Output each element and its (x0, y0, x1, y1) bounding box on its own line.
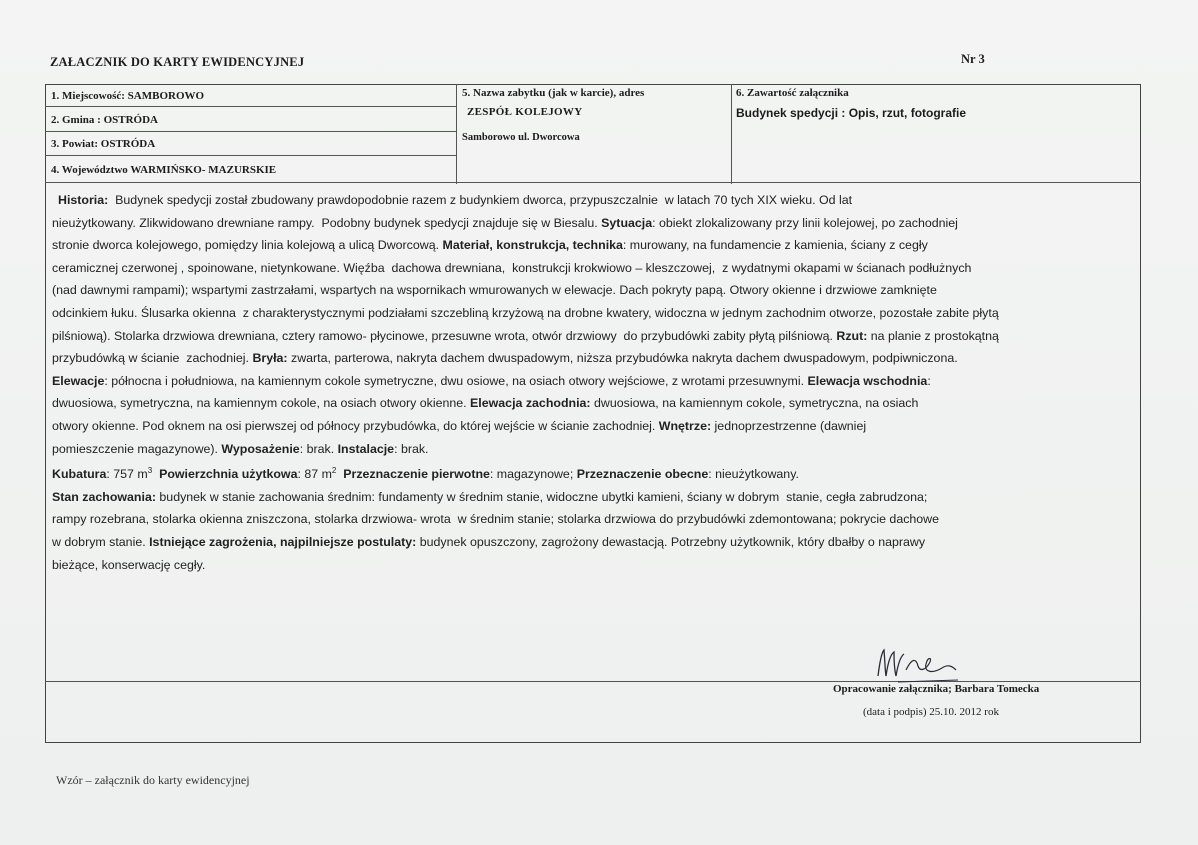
field-value: SAMBOROWO (127, 90, 205, 102)
description-segment: : murowany, na fundamencie z kamienia, ściany z cegły (622, 238, 928, 253)
description-segment: : (927, 373, 931, 388)
row-divider (45, 681, 1141, 682)
description-line (52, 508, 1142, 531)
description-line (52, 347, 1142, 370)
row-divider (45, 182, 1141, 183)
field-label: 1. Miejscowość: (51, 90, 125, 102)
description-text (52, 189, 1142, 576)
description-line (52, 531, 1142, 554)
description-line (52, 554, 1142, 577)
description-heading: Przeznaczenie pierwotne (343, 467, 490, 482)
column-divider (731, 84, 732, 184)
handwritten-signature (870, 640, 960, 685)
description-line (52, 212, 1142, 235)
description-superscript: 3 (147, 466, 153, 476)
description-heading: Przeznaczenie obecne (576, 467, 709, 482)
description-segment: : nieużytkowany. (708, 467, 799, 482)
description-heading: Historia: (58, 193, 109, 207)
description-segment: Budynek spedycji został zbudowany prawdopodobnie razem z budynkiem dworca, przypuszczalnie w latach 70 tych XIX wieku. Od lat (108, 193, 853, 207)
signature-date: (data i podpis) 25.10. 2012 rok (863, 706, 999, 718)
description-line (52, 234, 1142, 257)
row-divider (45, 131, 456, 132)
description-segment: : obiekt zlokalizowany przy linii kolejowej, po zachodniej (652, 215, 958, 230)
description-segment: bieżące, konserwację cegły. (52, 557, 206, 572)
description-heading: Bryła: (252, 351, 288, 366)
description-segment: dwuosiowa, symetryczna, na kamiennym cokole, na osiach otwory okienne. (52, 396, 471, 411)
field-nazwa-value: ZESPÓŁ KOLEJOWY (467, 106, 583, 118)
description-segment: nieużytkowany. Zlikwidowano drewniane rampy. Podobny budynek spedycji znajduje się w Biesalu. (52, 215, 602, 230)
description-segment: : brak. (394, 441, 429, 456)
description-line (52, 486, 1142, 509)
description-heading: Instalacje (337, 441, 395, 456)
description-line (52, 415, 1142, 438)
description-segment: : 87 m (297, 467, 332, 482)
document-title: ZAŁACZNIK DO KARTY EWIDENCYJNEJ (50, 55, 305, 69)
description-heading: Rzut: (836, 328, 868, 343)
description-segment: pomieszczenie magazynowe). (52, 441, 222, 456)
field-nazwa-address: Samborowo ul. Dworcowa (462, 132, 580, 143)
description-heading: Elewacja wschodnia (807, 373, 928, 388)
field-wojewodztwo (51, 164, 276, 176)
field-zawartosc-label: 6. Zawartość załącznika (736, 87, 849, 99)
field-nazwa-label: 5. Nazwa zabytku (jak w karcie), adres (462, 87, 645, 99)
description-line (52, 257, 1142, 280)
description-line (52, 370, 1142, 393)
field-value: OSTRÓDA (103, 114, 158, 126)
field-gmina (51, 114, 158, 126)
description-segment: : 757 m (106, 467, 148, 482)
description-segment: : brak. (299, 441, 338, 456)
description-segment: rampy rozebrana, stolarka okienna zniszczona, stolarka drzwiowa- wrota w średnim stanie; stolarka drzwiowa do przybudówki zdemontowana; pokrycie dachowe (52, 512, 940, 527)
description-line (52, 392, 1142, 415)
description-heading: Elewacje (52, 373, 105, 388)
description-segment: jednoprzestrzenne (dawniej (711, 418, 867, 433)
description-segment: stronie dworca kolejowego, pomiędzy linia kolejową a ulicą Dworcową. (52, 238, 443, 253)
description-segment: ceramicznej czerwonej , spoinowane, nietynkowane. Więźba dachowa drewniana, konstrukcji krokwiowo – kleszczowej, z wydatnymi okapami w ścianach podłużnych (52, 260, 972, 275)
description-heading: Istniejące zagrożenia, najpilniejsze postulaty: (149, 535, 417, 550)
field-label: 2. Gmina : (51, 114, 101, 126)
description-line (52, 460, 1142, 486)
row-divider (45, 106, 456, 107)
column-divider (456, 84, 457, 184)
description-line (52, 438, 1142, 461)
description-segment: : północna i południowa, na kamiennym cokole symetryczne, dwu osiowe, na osiach otwory wejściowe, z wrotami przesuwnymi. (104, 373, 808, 388)
description-heading: Materiał, konstrukcja, technika (442, 238, 623, 253)
description-heading: Kubatura (52, 467, 107, 482)
description-segment: przybudówką w ścianie zachodniej. (52, 351, 253, 366)
description-segment: pilśniową). Stolarka drzwiowa drewniana, cztery ramowo- płycinowe, przesuwne wrota, otwór drzwiowy do przybudówki zabity płytą pilśniową. (52, 328, 837, 343)
footer-note: Wzór – załącznik do karty ewidencyjnej (56, 773, 250, 787)
field-label: 3. Powiat: (51, 138, 99, 150)
field-zawartosc-value: Budynek spedycji : Opis, rzut, fotografie (736, 106, 967, 120)
field-value: OSTRÓDA (100, 138, 156, 150)
field-label: 4. Województwo (51, 164, 128, 176)
description-segment: budynek w stanie zachowania średnim: fundamenty w średnim stanie, widoczne ubytki kamieni, ściany w dobrym stanie, cegła zabrudzona; (155, 489, 928, 504)
description-segment: zwarta, parterowa, nakryta dachem dwuspadowym, niższa przybudówka nakryta dachem dwuspadowym, podpiwniczona. (287, 351, 958, 366)
row-divider (45, 155, 456, 156)
description-segment: otwory okienne. Pod oknem na osi pierwszej od północy przybudówka, do której wejście w ścianie zachodniej. (52, 418, 659, 433)
signature-name: Opracowanie załącznika; Barbara Tomecka (833, 683, 1040, 695)
description-line (52, 325, 1142, 348)
description-segment: (nad dawnymi rampami); wspartymi zastrzałami, wspartych na wspornikach wmurowanych w elewacje. Dach pokryty papą. Otwory okienne i drzwiowe zamknięte (52, 283, 937, 298)
description-heading: Sytuacja (601, 215, 653, 230)
field-value: WARMIŃSKO- MAZURSKIE (130, 164, 277, 176)
document-number: Nr 3 (961, 52, 985, 66)
description-heading: Wyposażenie (221, 441, 300, 456)
description-segment: w dobrym stanie. (52, 535, 150, 550)
description-heading: Elewacja zachodnia: (470, 396, 591, 411)
description-superscript: 2 (331, 466, 337, 476)
description-segment: : magazynowe; (489, 467, 577, 482)
description-segment: odcinkiem łuku. Ślusarka okienna z charakterystycznymi podziałami szczebliną krzyżową na drobne kwatery, widoczna w jednym zachodnim otworze, pozostałe zabite płytą (52, 305, 999, 320)
description-segment: budynek opuszczony, zagrożony dewastacją. Potrzebny użytkownik, który dbałby o naprawy (416, 535, 926, 550)
description-line (52, 279, 1142, 302)
description-line (52, 302, 1142, 325)
description-heading: Stan zachowania: (52, 489, 156, 504)
description-heading: Powierzchnia użytkowa (159, 467, 298, 482)
field-miejscowosc (51, 90, 204, 102)
description-segment: na planie z prostokątną (867, 328, 999, 343)
description-segment: dwuosiowa, na kamiennym cokole, symetryczna, na osiach (590, 396, 919, 411)
description-line (52, 189, 1142, 212)
description-heading: Wnętrze: (658, 418, 712, 433)
field-powiat (51, 138, 155, 150)
